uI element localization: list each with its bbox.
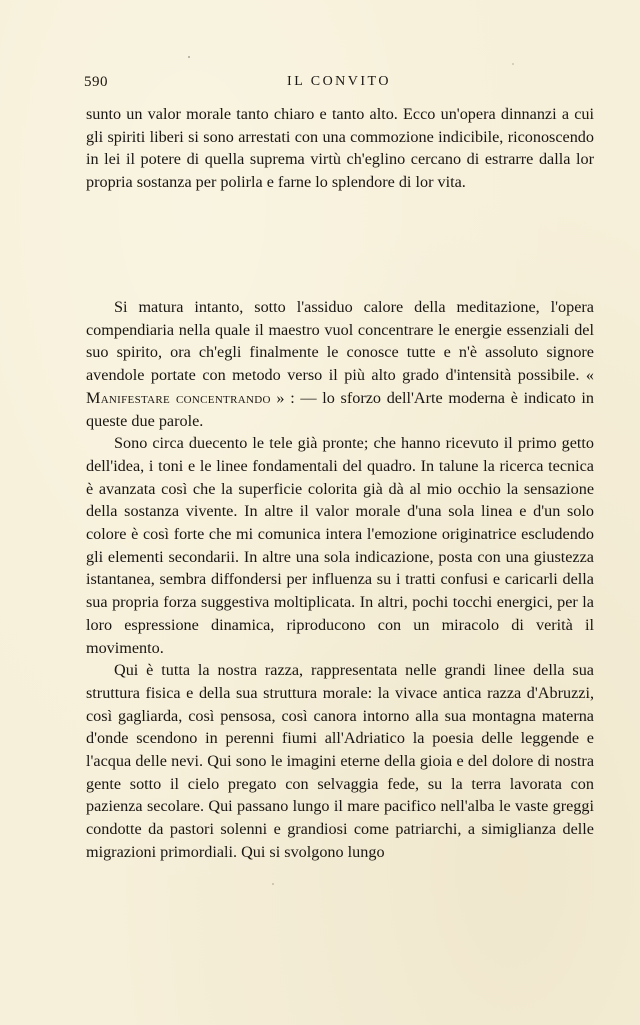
page-header: [84, 74, 594, 94]
paragraph-3: Sono circa duecento le tele già pronte; che hanno ricevuto il primo getto dell'idea, i toni e le linee fondamentali del quadro. In talune la ricerca tecnica è avanzata così che la superficie colorita già dà al mio occhio la sensazione della sostanza vivente. In altre il valor morale d'una sola linea e d'un solo colore è così forte che mi comunica intera l'emozione originatrice escludendo gli elementi secondarii. In altre una sola indicazione, posta con una giustezza istantanea, sembra diffondersi per influenza su i tratti confusi e caricarli della sua propria forza suggestiva moltiplicata. In altri, pochi tocchi energici, per la loro espressione dinamica, riproducono con un miracolo di verità il movimento.: [86, 434, 594, 657]
text-block-top: [86, 103, 594, 194]
paragraph-2-small-caps: Manifestare concentrando: [86, 388, 271, 407]
paragraph-2: [86, 296, 594, 432]
page-number: 590: [84, 74, 108, 90]
paper-speck: [512, 63, 514, 65]
paragraph-2-text-before: Si matura intanto, sotto l'assiduo calore della meditazione, l'opera compendiaria nella quale il maestro vuol concentrare le energie essenziali del suo spirito, ora ch'egli finalmente le conosce tutte e n'è assoluto signore avendole portate con metodo verso il più alto grado d'intensità possibile. «: [86, 298, 594, 385]
paper-speck: [272, 883, 274, 885]
paper-speck: [188, 56, 190, 58]
paragraph-2-text-after: » : — lo sforzo dell'Arte moderna è indicato in queste due parole.: [86, 388, 595, 430]
paragraph-4: Qui è tutta la nostra razza, rappresentata nelle grandi linee della sua struttura fisica e della sua struttura morale: la vivace antica razza d'Abruzzi, così gagliarda, così pensosa, così canora intorno alla sua montagna materna d'onde scendono in perenni fiumi all'Adriatico la poesia delle leggende e l'acqua delle nevi. Qui sono le imagini eterne della gioia e del dolore di nostra gente sotto il cielo pregato con selvaggia fede, su la terra lavorata con pazienza secolare. Qui passano lungo il mare pacifico nell'alba le vaste greggi condotte da pastori solenni e grandiosi come patriarchi, a simiglianza delle migrazioni primordiali. Qui si svolgono lungo: [86, 661, 594, 861]
running-title: IL CONVITO: [287, 74, 391, 89]
paragraph-continuation: sunto un valor morale tanto chiaro e tanto alto. Ecco un'opera dinnanzi a cui gli spiriti liberi si sono arrestati con una commozione indicibile, riconoscendo in lei il potere di quella suprema virtù ch'eglino cercano di estrarre dalla lor propria sostanza per polirla e farne lo splendore di lor vita.: [86, 105, 594, 192]
text-block-main: [86, 296, 594, 864]
